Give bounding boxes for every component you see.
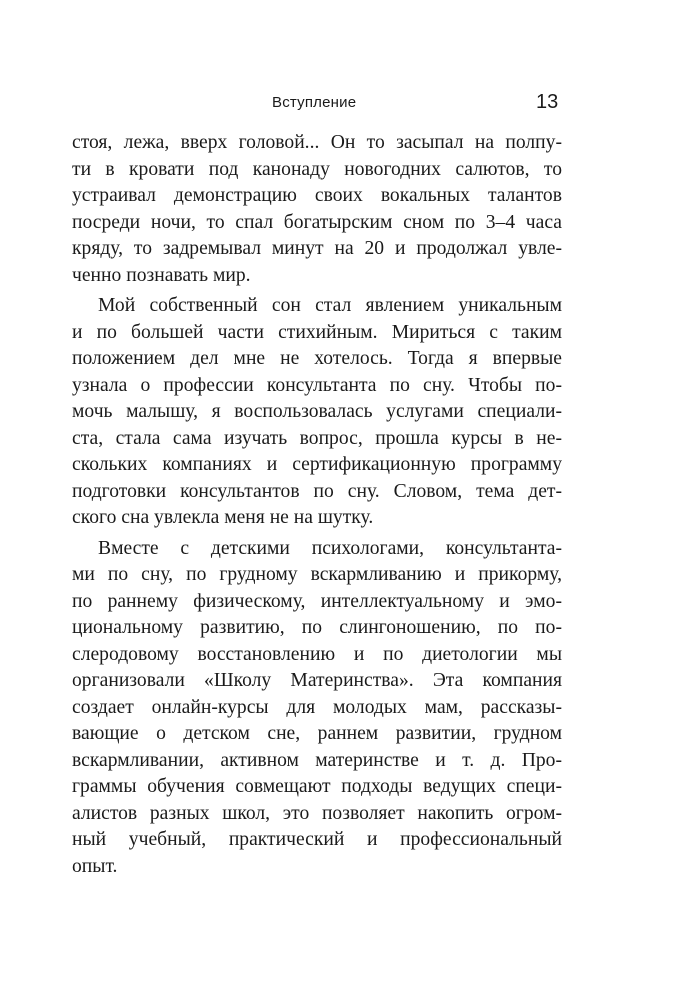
text-line: слеродовому восстановлению и по диетологии мы bbox=[72, 643, 562, 665]
text-line: вающие о детском сне, раннем развитии, грудном bbox=[72, 723, 562, 744]
paragraph-2 bbox=[72, 293, 562, 532]
text-line: положением дел мне не хотелось. Тогда я впервые bbox=[72, 348, 562, 369]
text-line: мочь малышу, я воспользовалась услугами специали- bbox=[72, 401, 562, 422]
running-header bbox=[0, 92, 681, 116]
text-line: устраивал демонстрацию своих вокальных талантов bbox=[72, 185, 562, 206]
text-line: стоя, лежа, вверх головой... Он то засыпал на полпу- bbox=[72, 132, 562, 153]
text-line: ти в кровати под канонаду новогодних салютов, то bbox=[72, 158, 562, 180]
text-line: Мой собственный сон стал явлением уникальным bbox=[98, 295, 562, 316]
text-line: ченно познавать мир. bbox=[72, 264, 251, 286]
text-line: организовали «Школу Материнства». Эта компания bbox=[72, 670, 562, 691]
text-line: создает онлайн-курсы для молодых мам, рассказы- bbox=[72, 696, 562, 718]
text-line: алистов разных школ, это позволяет накопить огром- bbox=[72, 802, 562, 824]
paragraph-3 bbox=[72, 536, 562, 881]
text-line: граммы обучения совмещают подходы ведущих специ- bbox=[72, 776, 562, 797]
page-number: 13 bbox=[536, 91, 559, 113]
text-line: и по большей части стихийным. Мириться с таким bbox=[72, 321, 562, 343]
text-line: посреди ночи, то спал богатырским сном по 3–4 часа bbox=[72, 211, 562, 233]
text-line: ми по сну, по грудному вскармливанию и прикорму, bbox=[72, 564, 562, 585]
text-line: подготовки консультантов по сну. Словом, тема дет- bbox=[72, 480, 562, 502]
text-line: скольких компаниях и сертификационную программу bbox=[72, 454, 562, 475]
text-line: циональному развитию, по слингоношению, по по- bbox=[72, 617, 562, 638]
text-line: Вместе с детскими психологами, консультанта- bbox=[98, 537, 562, 559]
text-line: ный учебный, практический и профессиональный bbox=[72, 829, 562, 850]
running-title: Вступление bbox=[272, 94, 357, 111]
text-line: ста, стала сама изучать вопрос, прошла курсы в не- bbox=[72, 427, 562, 449]
paragraph-1 bbox=[72, 130, 562, 289]
text-line: вскармливании, активном материнстве и т. д. Про- bbox=[72, 749, 562, 771]
text-line: по раннему физическому, интеллектуальному и эмо- bbox=[72, 590, 562, 612]
text-line: опыт. bbox=[72, 855, 118, 877]
text-line: кряду, то задремывал минут на 20 и продолжал увле- bbox=[72, 238, 562, 259]
text-line: ского сна увлекла меня не на шутку. bbox=[72, 507, 374, 528]
text-line: узнала о профессии консультанта по сну. Чтобы по- bbox=[72, 374, 562, 396]
body-text bbox=[72, 130, 562, 880]
